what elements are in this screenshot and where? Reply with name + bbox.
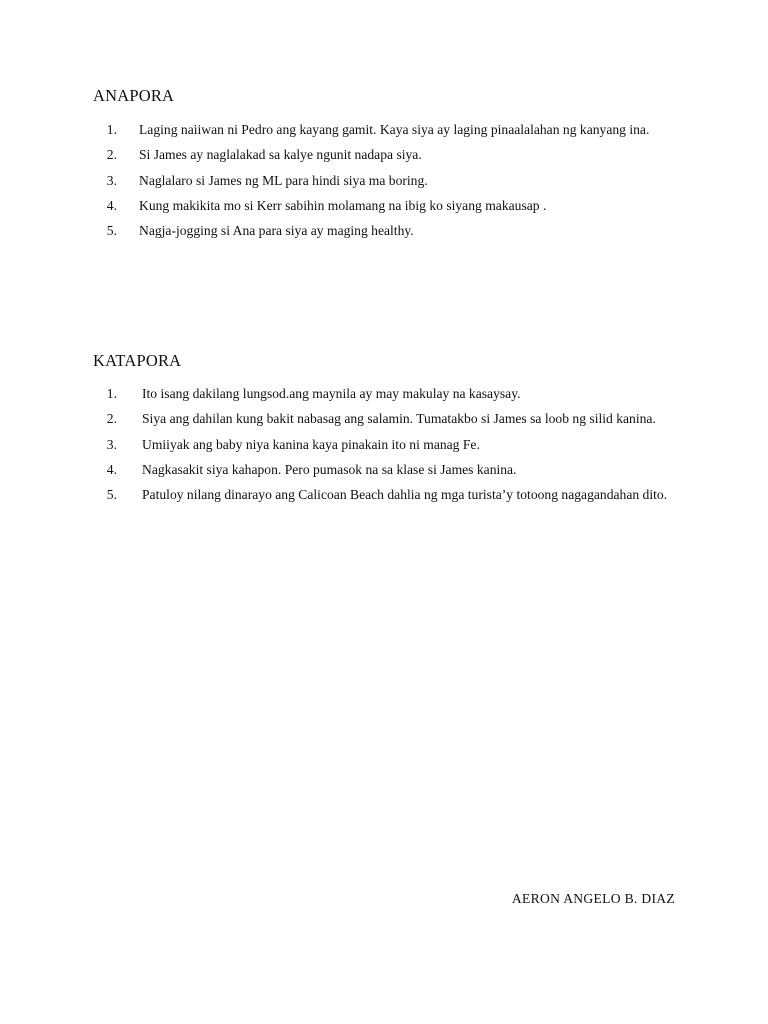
item-number: 1.	[106, 122, 117, 137]
item-number: 1.	[106, 386, 117, 401]
item-text: Nagkasakit siya kahapon. Pero pumasok na sa klase si James kanina.	[142, 461, 517, 477]
item-number: 5.	[106, 487, 117, 503]
anapora-list	[93, 117, 673, 243]
list-item	[93, 193, 673, 218]
item-text: Laging naiiwan ni Pedro ang kayang gamit. Kaya siya ay laging pinaalalahan ng kanyang ina.	[139, 122, 650, 137]
katapora-list	[93, 381, 673, 507]
list-item	[93, 117, 673, 142]
item-number: 5.	[106, 223, 117, 239]
item-text: Kung makikita mo si Kerr sabihin molamang na ibig ko siyang makausap .	[139, 197, 547, 213]
item-text: Ito isang dakilang lungsod.ang maynila ay may makulay na kasaysay.	[142, 386, 521, 401]
list-item	[93, 218, 673, 243]
item-number: 4.	[106, 197, 117, 213]
list-item	[93, 142, 673, 167]
item-text: Umiiyak ang baby niya kanina kaya pinakain ito ni manag Fe.	[142, 436, 480, 452]
item-number: 2.	[106, 147, 117, 163]
item-number: 3.	[106, 172, 117, 188]
author-signature: AERON ANGELO B. DIAZ	[511, 891, 675, 906]
anapora-heading: ANAPORA	[93, 86, 175, 105]
item-text: Naglalaro si James ng ML para hindi siya ma boring.	[139, 172, 428, 188]
list-item	[93, 457, 673, 482]
item-text: Siya ang dahilan kung bakit nabasag ang salamin. Tumatakbo si James sa loob ng silid kanina.	[142, 411, 656, 427]
item-number: 3.	[106, 436, 117, 452]
item-number: 4.	[106, 461, 117, 477]
item-text: Nagja-jogging si Ana para siya ay maging healthy.	[139, 223, 414, 239]
list-item	[93, 406, 673, 431]
list-item	[93, 168, 673, 193]
list-item	[93, 432, 673, 457]
item-text: Si James ay naglalakad sa kalye ngunit nadapa siya.	[139, 147, 422, 163]
anapora-section	[93, 86, 673, 243]
katapora-section	[93, 351, 673, 507]
list-item	[93, 482, 673, 507]
list-item	[93, 381, 673, 406]
item-text: Patuloy nilang dinarayo ang Calicoan Beach dahlia ng mga turista’y totoong nagagandahan dito.	[142, 487, 668, 503]
item-number: 2.	[106, 411, 117, 427]
katapora-heading: KATAPORA	[93, 351, 182, 370]
